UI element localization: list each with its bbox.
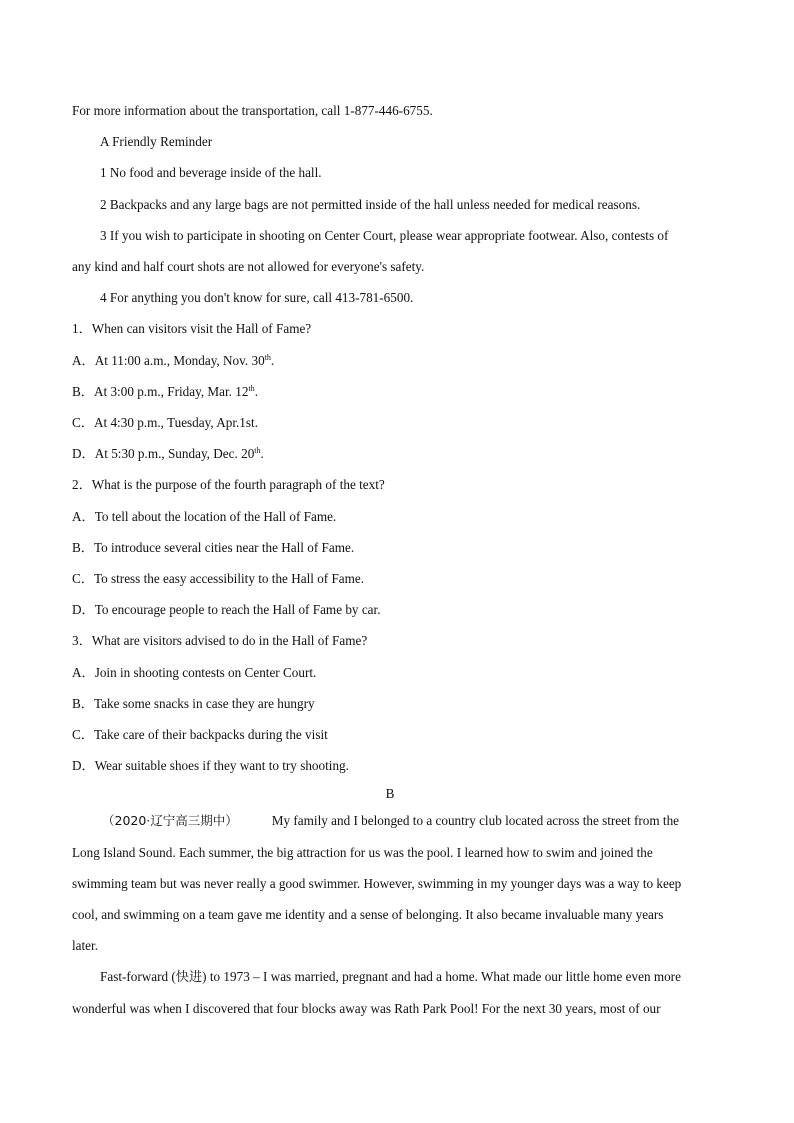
question-2-stem: 2．What is the purpose of the fourth paragraph of the text? <box>72 477 385 492</box>
source-tag: （2020·辽宁高三期中） <box>102 813 238 828</box>
para2-line-1: Fast-forward (快进) to 1973 – I was married, pregnant and had a home. What made our little home even more <box>100 969 681 984</box>
section-b-first-line: （2020·辽宁高三期中） My family and I belonged to a country club located across the street from the <box>102 813 680 828</box>
question-2-option-a: A．To tell about the location of the Hall of Fame. <box>72 509 337 524</box>
para1-line-4: cool, and swimming on a team gave me identity and a sense of belonging. It also became invaluable many years <box>72 907 664 922</box>
transport-info: For more information about the transportation, call 1-877-446-6755. <box>72 103 433 118</box>
question-1-option-d: D．At 5:30 p.m., Sunday, Dec. 20th. <box>72 446 264 461</box>
question-1-stem: 1．When can visitors visit the Hall of Fame? <box>72 321 312 336</box>
para1-line-3: swimming team but was never really a good swimmer. However, swimming in my younger days was a way to keep <box>72 876 682 891</box>
question-2-option-d: D．To encourage people to reach the Hall of Fame by car. <box>72 602 381 617</box>
question-3-stem: 3．What are visitors advised to do in the Hall of Fame? <box>72 633 368 648</box>
question-1-option-a: A．At 11:00 a.m., Monday, Nov. 30th. <box>72 353 275 368</box>
section-b-label: B <box>385 786 395 801</box>
question-3-option-d: D．Wear suitable shoes if they want to try shooting. <box>72 758 349 773</box>
para1-line-5: later. <box>72 938 98 953</box>
reminder-3-cont: any kind and half court shots are not allowed for everyone's safety. <box>72 259 425 274</box>
reminder-title: A Friendly Reminder <box>100 134 213 149</box>
question-1-option-b: B．At 3:00 p.m., Friday, Mar. 12th. <box>72 384 258 399</box>
reminder-3: 3 If you wish to participate in shooting on Center Court, please wear appropriate footwear. Also, contests of <box>100 228 669 243</box>
reminder-4: 4 For anything you don't know for sure, call 413-781-6500. <box>100 290 414 305</box>
para1-line-2: Long Island Sound. Each summer, the big attraction for us was the pool. I learned how to swim and joined the <box>72 845 653 860</box>
reminder-1: 1 No food and beverage inside of the hall. <box>100 165 322 180</box>
question-3-option-c: C．Take care of their backpacks during the visit <box>72 727 328 742</box>
question-2-option-b: B．To introduce several cities near the Hall of Fame. <box>72 540 355 555</box>
question-2-option-c: C．To stress the easy accessibility to the Hall of Fame. <box>72 571 365 586</box>
question-1-option-c: C．At 4:30 p.m., Tuesday, Apr.1st. <box>72 415 258 430</box>
para2-line-2: wonderful was when I discovered that four blocks away was Rath Park Pool! For the next 30 years, most of our <box>72 1001 661 1016</box>
question-3-option-a: A．Join in shooting contests on Center Court. <box>72 665 317 680</box>
reminder-2: 2 Backpacks and any large bags are not permitted inside of the hall unless needed for medical reasons. <box>100 197 641 212</box>
question-3-option-b: B．Take some snacks in case they are hungry <box>72 696 315 711</box>
